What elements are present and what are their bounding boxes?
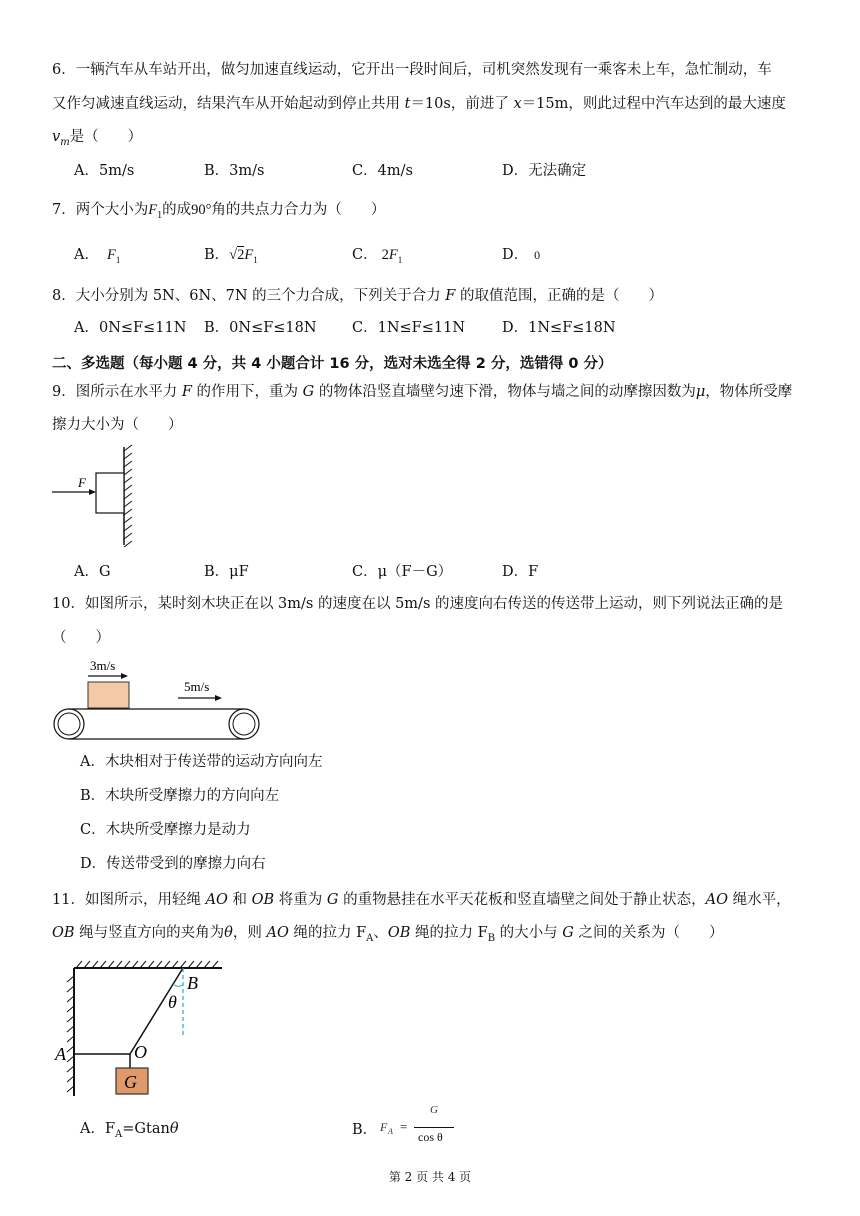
block	[96, 473, 124, 513]
q7-option-b-F: F	[244, 247, 254, 263]
q6-var-v-sub: m	[60, 136, 70, 148]
q6-var-v: v	[52, 129, 61, 145]
q6-option-b[interactable]: B．3m/s	[204, 163, 265, 179]
q11-stem-2d: 、	[373, 925, 388, 941]
point-label-B: B	[187, 973, 198, 993]
page-footer: 第 2 页 共 4 页	[388, 1170, 472, 1184]
q6-stem-2c: ＝15m，则此过程中汽车达到的最大速度	[521, 96, 786, 112]
q9-var-mu: μ	[695, 384, 706, 400]
q9-stem-1c: 的物体沿竖直墙壁匀速下滑，物体与墙之间的动摩擦因数为	[314, 384, 696, 400]
q7-option-c-sub: 1	[397, 254, 403, 265]
q7-option-c[interactable]	[352, 242, 402, 273]
q9-stem-1b: 的作用下，重为	[191, 384, 303, 400]
q6-var-t: t	[404, 96, 411, 112]
q11-stem-2g: 之间的关系为（ ）	[573, 925, 724, 941]
angle-arc	[173, 984, 183, 986]
q7-var-F-sub: 1	[157, 209, 163, 221]
q7-option-d-zero: 0	[534, 248, 541, 262]
q8-var-F: F	[445, 288, 456, 304]
q6-stem-2b: ＝10s，前进了	[410, 96, 514, 112]
q8-option-d[interactable]: D．1N≤F≤18N	[502, 320, 616, 336]
q9-wall-figure	[52, 445, 152, 549]
q10-conveyor-figure	[52, 656, 264, 742]
q7-stem-a: 7．两个大小为	[52, 202, 149, 218]
wooden-block	[88, 682, 129, 708]
q9-var-F: F	[181, 384, 192, 400]
q11-var-G-2: G	[562, 925, 574, 941]
q11-stem-1a: 11．如图所示，用轻绳	[52, 892, 206, 908]
q8-stem-a: 8．大小分别为 5N、6N、7N 的三个力合成，下列关于合力	[52, 288, 446, 304]
q7-angle: 90°	[191, 202, 212, 218]
q11-option-a-expr: =Gtan	[122, 1121, 170, 1137]
block-speed-label: 3m/s	[90, 658, 116, 673]
q7-option-b-radicand: 2	[237, 247, 245, 263]
q10-option-c[interactable]: C．木块所受摩擦力是动力	[80, 822, 251, 838]
q11-option-a-sub: A	[115, 1128, 123, 1140]
q8-option-c[interactable]: C．1N≤F≤11N	[352, 320, 466, 336]
wall-hatching	[124, 445, 132, 547]
q7-option-d-label: D．	[502, 247, 529, 263]
q10-option-d[interactable]: D．传送带受到的摩擦力向右	[80, 856, 266, 872]
q10-option-b[interactable]: B．木块所受摩擦力的方向向左	[80, 788, 280, 804]
q6-option-c[interactable]: C．4m/s	[352, 163, 413, 179]
q10-line2: （ ）	[52, 630, 110, 646]
q11-stem-2f: 的大小与	[495, 925, 563, 941]
belt-speed-label: 5m/s	[184, 679, 210, 694]
fraction-bar	[414, 1127, 454, 1128]
q11-var-OB-2: OB	[52, 925, 75, 941]
q11-option-b-equals: =	[400, 1119, 408, 1134]
q6-line3	[52, 121, 820, 159]
q9-line2: 擦力大小为（ ）	[52, 417, 183, 433]
q6-var-x: x	[513, 96, 522, 112]
q9-option-c[interactable]: C．μ（F－G）	[352, 564, 453, 580]
section-heading-multiple-choice: 二、多选题（每小题 4 分，共 4 小题合计 16 分，选对未选全得 2 分，选错得 0 分）	[52, 356, 613, 372]
q11-stem-1e: 绳水平，	[727, 892, 791, 908]
q9-option-a[interactable]: A．G	[74, 564, 111, 580]
q6-line2	[52, 88, 820, 121]
ceiling-hatching	[76, 961, 218, 968]
q7-option-d[interactable]	[502, 242, 540, 268]
q11-option-b-sub: A	[388, 1127, 393, 1136]
q11-sub-A: A	[366, 932, 374, 944]
q11-stem-2c: 绳的拉力 F	[288, 925, 367, 941]
q6-stem-1: 6．一辆汽车从车站开出，做匀加速直线运动，它开出一段时间后，司机突然发现有一乘客未上车，急忙制动，车	[52, 62, 772, 78]
block-velocity-arrowhead	[121, 673, 128, 679]
angle-label-theta: θ	[168, 992, 177, 1012]
q11-stem-1d: 的重物悬挂在水平天花板和竖直墙壁之间处于静止状态，	[338, 892, 706, 908]
q11-stem-1c: 将重为	[274, 892, 327, 908]
q7-option-a[interactable]	[74, 242, 120, 273]
q7-stem-c: 角的共点力合力为（ ）	[211, 202, 386, 218]
q7-option-c-label: C．	[352, 247, 378, 263]
q11-option-b-denominator: cos θ	[418, 1130, 443, 1144]
q7-option-b[interactable]	[204, 242, 258, 273]
q7-var-F: F	[148, 202, 158, 218]
q6-stem-3: 是（ ）	[69, 129, 143, 145]
q9-stem-1d: ，物体所受摩	[705, 384, 793, 400]
q11-stem-2a: 绳与竖直方向的夹角为	[74, 925, 225, 941]
q11-line2	[52, 917, 820, 955]
q11-stem-2b: ，则	[232, 925, 267, 941]
force-label-F: F	[78, 475, 86, 490]
q11-stem-2e: 绳的拉力 F	[410, 925, 488, 941]
q9-option-b[interactable]: B．μF	[204, 564, 249, 580]
q9-var-G: G	[302, 384, 315, 400]
q9-option-d[interactable]: D．F	[502, 564, 539, 580]
q6-option-a[interactable]: A．5m/s	[74, 163, 135, 179]
force-arrow-head	[89, 489, 96, 495]
point-label-O: O	[134, 1042, 147, 1062]
q11-var-G: G	[326, 892, 339, 908]
q11-stem-1b: 和	[227, 892, 252, 908]
q11-var-OB: OB	[251, 892, 275, 908]
q7-option-a-sub: 1	[115, 254, 121, 265]
q11-option-a-theta: θ	[169, 1121, 179, 1137]
q7-stem-b: 的成	[162, 202, 192, 218]
q11-rope-figure	[52, 958, 232, 1100]
q7-option-a-label: A．	[74, 247, 99, 263]
belt-velocity-arrowhead	[215, 695, 222, 701]
q10-option-a[interactable]: A．木块相对于传送带的运动方向向左	[80, 754, 323, 770]
q9-stem-1a: 9．图所示在水平力	[52, 384, 182, 400]
q11-option-b-F: F	[380, 1120, 388, 1134]
q11-option-b-label: B．	[352, 1122, 378, 1138]
q6-stem-2a: 又作匀减速直线运动，结果汽车从开始起动到停止共用	[52, 96, 405, 112]
q11-option-a-label: A．F	[80, 1121, 116, 1137]
q7-option-c-coef: 2	[381, 247, 389, 263]
q11-var-AO-3: AO	[266, 925, 289, 941]
q11-var-AO-2: AO	[705, 892, 728, 908]
q8-stem-b: 的取值范围，正确的是（ ）	[455, 288, 663, 304]
q9-line1	[52, 376, 820, 409]
q8-option-b[interactable]: B．0N≤F≤18N	[204, 320, 317, 336]
point-label-A: A	[55, 1044, 66, 1064]
q11-var-AO: AO	[205, 892, 228, 908]
q8-option-a[interactable]: A．0N≤F≤11N	[74, 320, 187, 336]
q11-var-OB-3: OB	[387, 925, 411, 941]
sqrt-symbol: √	[229, 247, 238, 263]
q7-stem	[52, 194, 820, 232]
weight-label-G: G	[124, 1072, 137, 1092]
q7-option-c-F: F	[388, 247, 398, 263]
q10-line1: 10．如图所示，某时刻木块正在以 3m/s 的速度在以 5m/s 的速度向右传送的传送带上运动，则下列说法正确的是	[52, 596, 783, 612]
q7-option-b-sub: 1	[253, 254, 258, 265]
q11-line1	[52, 884, 820, 917]
q8-stem	[52, 280, 820, 313]
wall-hatching	[67, 976, 74, 1092]
q11-option-b-numerator: G	[430, 1104, 438, 1116]
q7-option-b-label: B．	[204, 247, 230, 263]
q6-line1	[52, 54, 820, 87]
q11-var-theta: θ	[224, 925, 233, 941]
q6-option-d[interactable]: D．无法确定	[502, 163, 587, 179]
q7-option-a-F: F	[106, 247, 116, 263]
q11-option-a[interactable]	[80, 1116, 179, 1142]
q11-sub-B: B	[487, 932, 496, 944]
